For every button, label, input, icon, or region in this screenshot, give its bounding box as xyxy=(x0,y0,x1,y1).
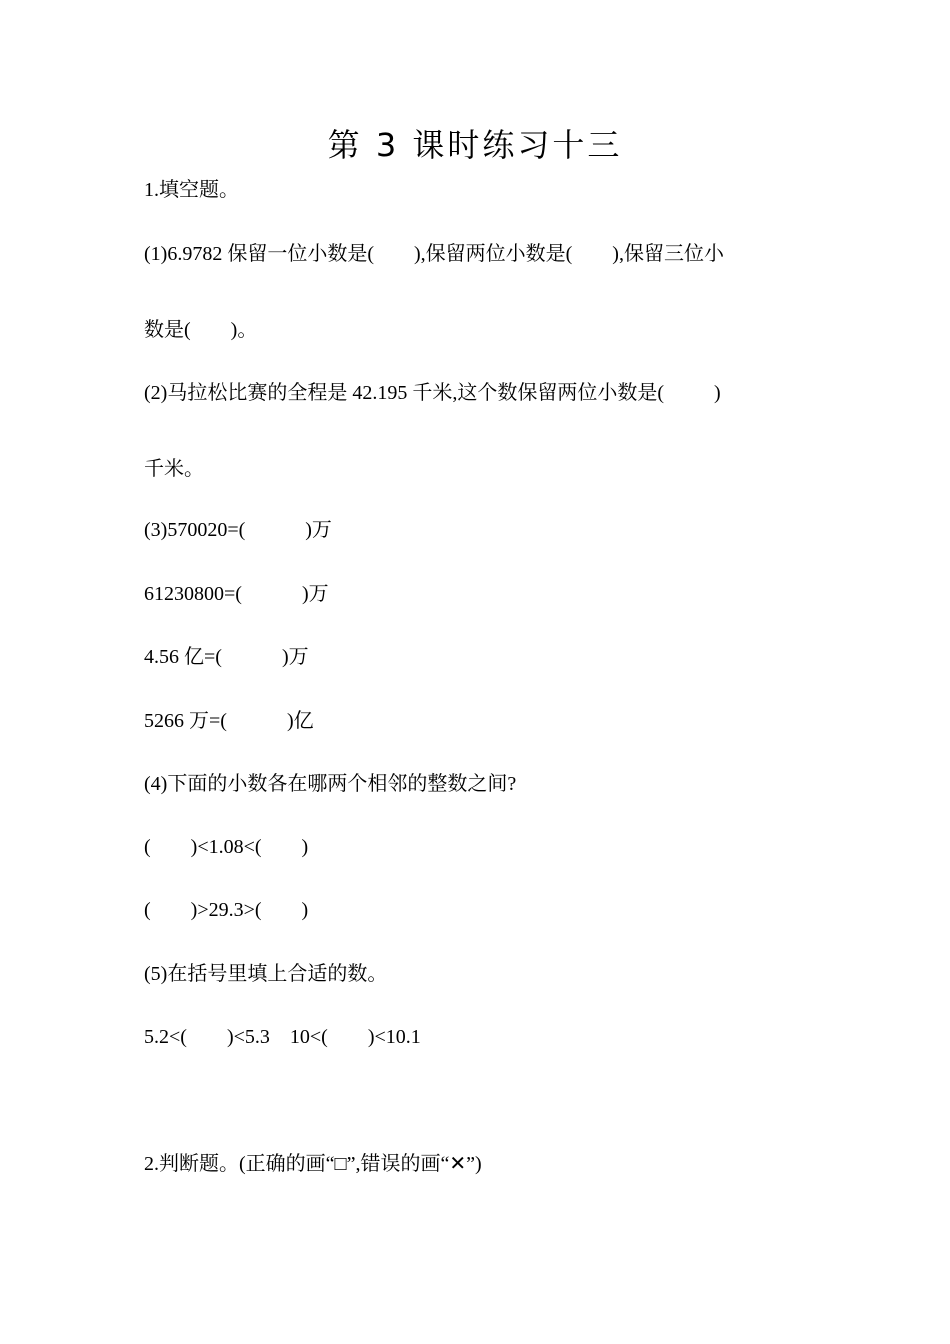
question-2-line-1: (2)马拉松比赛的全程是 42.195 千米,这个数保留两位小数是( ) xyxy=(144,382,721,404)
question-4-line-1: ( )<1.08<( ) xyxy=(144,836,309,858)
question-4-heading: (4)下面的小数各在哪两个相邻的整数之间? xyxy=(144,773,517,795)
section-2-heading: 2.判断题。(正确的画“□”,错误的画“✕”) xyxy=(144,1153,482,1175)
page-title: 第 3 课时练习十三 xyxy=(327,126,623,164)
question-1-line-1: (1)6.9782 保留一位小数是( ),保留两位小数是( ),保留三位小 xyxy=(144,243,724,265)
question-5-line-1: 5.2<( )<5.3 10<( )<10.1 xyxy=(144,1026,421,1048)
question-2-line-2: 千米。 xyxy=(144,458,204,480)
question-3-line-3: 4.56 亿=( )万 xyxy=(144,646,309,668)
section-1-heading: 1.填空题。 xyxy=(144,179,239,201)
question-1-line-2: 数是( )。 xyxy=(144,319,258,341)
question-4-line-2: ( )>29.3>( ) xyxy=(144,899,309,921)
question-3-line-2: 61230800=( )万 xyxy=(144,583,329,605)
question-3-line-4: 5266 万=( )亿 xyxy=(144,710,314,732)
question-3-line-1: (3)570020=( )万 xyxy=(144,519,332,541)
question-5-heading: (5)在括号里填上合适的数。 xyxy=(144,963,388,985)
